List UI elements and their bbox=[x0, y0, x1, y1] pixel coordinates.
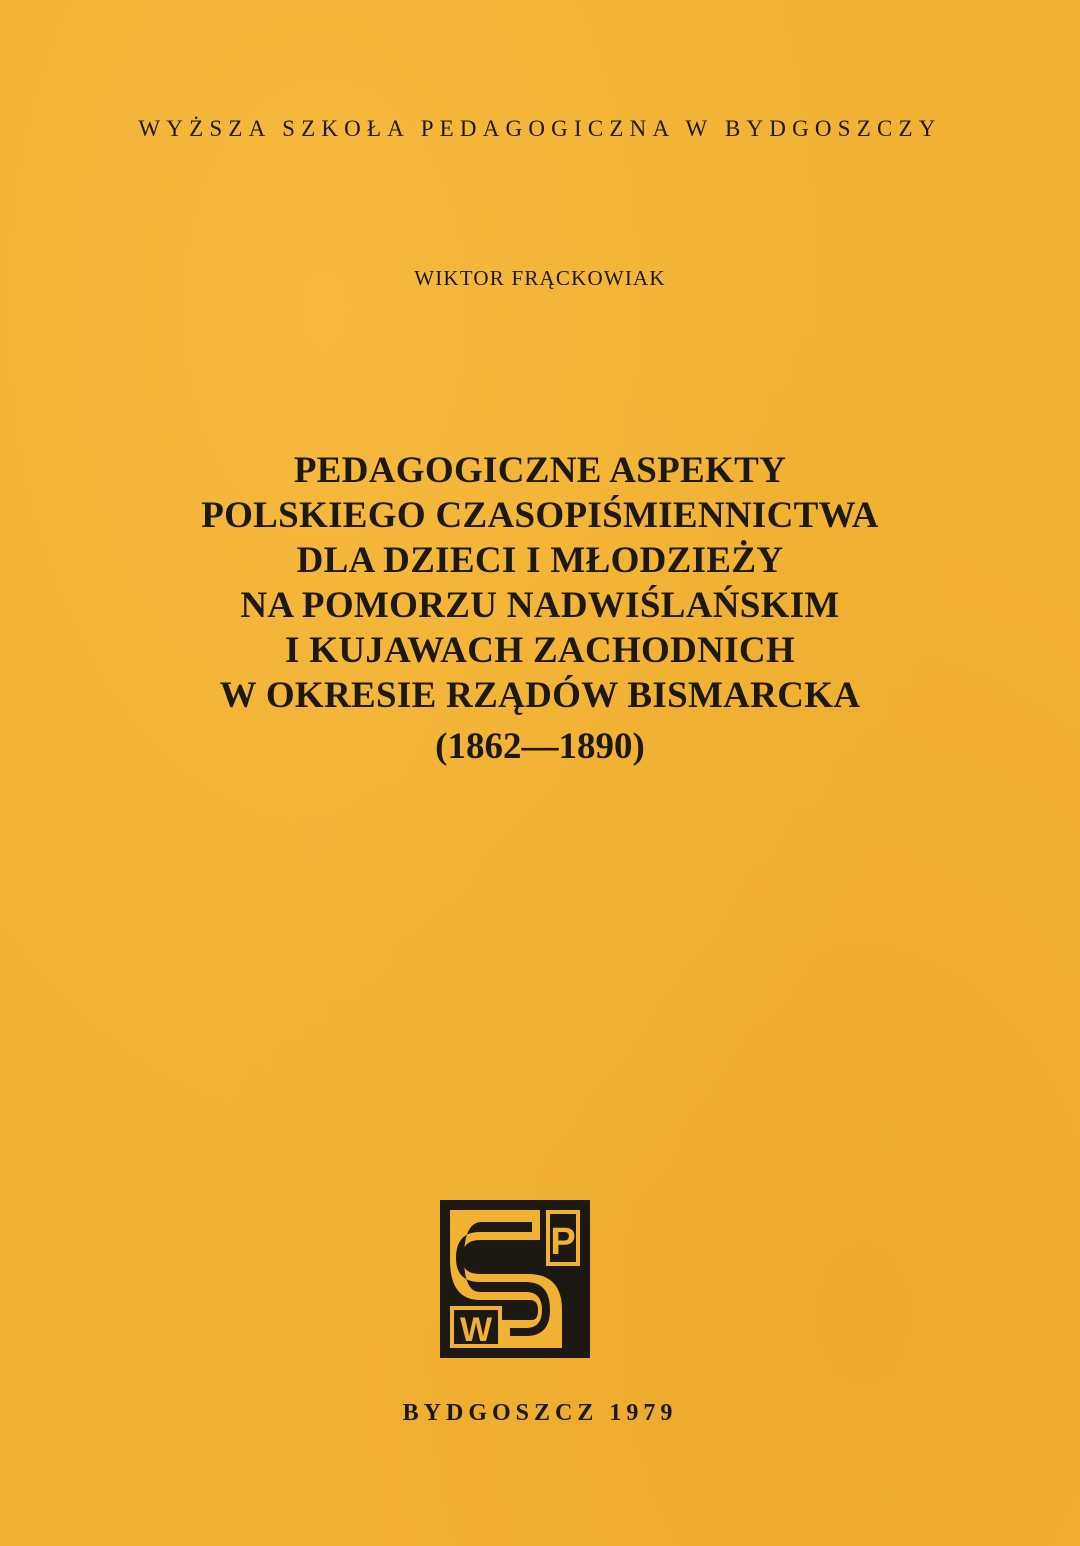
title-line: NA POMORZU NADWIŚLAŃSKIM bbox=[240, 585, 840, 626]
title-line: DLA DZIECI I MŁODZIEŻY bbox=[296, 540, 784, 581]
title-line: PEDAGOGICZNE ASPEKTY bbox=[293, 450, 787, 491]
book-title bbox=[0, 448, 1080, 769]
logo-letter-p: P bbox=[550, 1221, 576, 1263]
imprint: BYDGOSZCZ 1979 bbox=[402, 1400, 678, 1426]
institution-name: WYŻSZA SZKOŁA PEDAGOGICZNA W BYDGOSZCZY bbox=[138, 116, 942, 141]
author-name: WIKTOR FRĄCKOWIAK bbox=[414, 266, 666, 290]
title-line: I KUJAWACH ZACHODNICH bbox=[285, 630, 795, 671]
wsp-logo-icon bbox=[440, 1200, 590, 1358]
title-line: POLSKIEGO CZASOPIŚMIENNICTWA bbox=[201, 495, 879, 536]
title-years: (1862—1890) bbox=[435, 726, 645, 767]
title-line: W OKRESIE RZĄDÓW BISMARCKA bbox=[219, 675, 861, 716]
logo-letter-w: W bbox=[459, 1311, 493, 1349]
